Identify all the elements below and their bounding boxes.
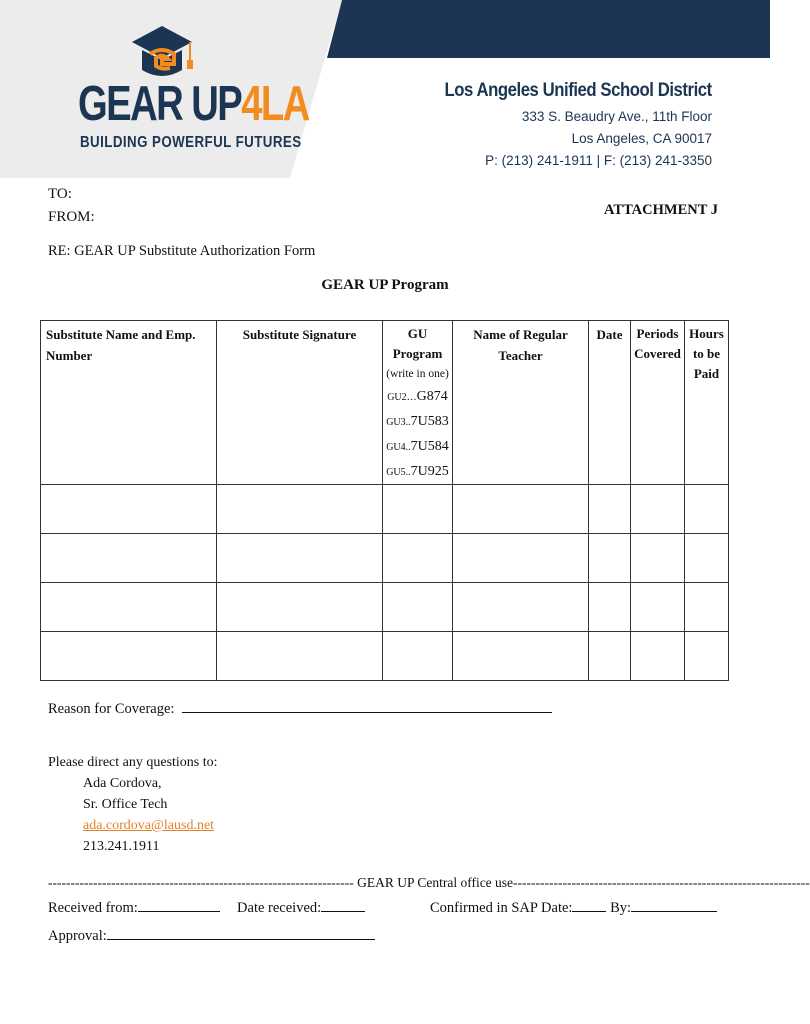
date-received-label: Date received: — [237, 900, 322, 916]
col-hours-paid — [685, 321, 729, 485]
cell-date[interactable] — [589, 485, 631, 534]
cell-substitute-signature[interactable] — [217, 534, 383, 583]
cell-date[interactable] — [589, 534, 631, 583]
cell-substitute-signature[interactable] — [217, 632, 383, 681]
table-row — [41, 534, 729, 583]
attachment-label: ATTACHMENT J — [604, 202, 718, 218]
district-name: Los Angeles Unified School District — [444, 80, 712, 101]
cell-substitute-name[interactable] — [41, 534, 217, 583]
office-use-divider: -------------------------------------------------------------------- GEAR UP Central office use------------------------------------------------------------------ — [48, 875, 810, 890]
col-regular-teacher: Name of Regular Teacher — [453, 321, 589, 485]
gu-option — [383, 384, 452, 409]
from-label: FROM: — [48, 209, 95, 225]
cell-regular-teacher[interactable] — [453, 632, 589, 681]
cell-substitute-name[interactable] — [41, 485, 217, 534]
cell-regular-teacher[interactable] — [453, 485, 589, 534]
contact-block — [48, 752, 218, 857]
cell-hours-paid[interactable] — [685, 534, 729, 583]
logo-name-accent: 4LA — [241, 77, 309, 131]
hours-header-line1: Hours — [689, 326, 724, 341]
gu-option-code: 7U925 — [410, 464, 449, 479]
table-row — [41, 485, 729, 534]
confirmed-row — [430, 898, 717, 917]
program-title: GEAR UP Program — [321, 277, 449, 293]
gu-header-note: (write in one) — [386, 368, 449, 380]
cell-regular-teacher[interactable] — [453, 583, 589, 632]
cell-substitute-signature[interactable] — [217, 583, 383, 632]
approval-row — [48, 926, 375, 945]
contact-intro: Please direct any questions to: — [48, 755, 218, 770]
cell-gu-program[interactable] — [383, 534, 453, 583]
cell-hours-paid[interactable] — [685, 632, 729, 681]
gu-option-prefix: GU3.. — [386, 417, 411, 428]
logo-name-dark: GEAR UP — [78, 77, 242, 131]
col-substitute-name: Substitute Name and Emp. Number — [41, 321, 217, 485]
hours-header-line3: Paid — [693, 366, 720, 381]
cell-gu-program[interactable] — [383, 583, 453, 632]
gu-option-code: 7U583 — [410, 414, 449, 429]
by-field[interactable] — [631, 898, 717, 912]
col-gu-program — [383, 321, 453, 485]
district-address-line1: 333 S. Beaudry Ave., 11th Floor — [521, 109, 712, 124]
table-row — [41, 583, 729, 632]
cell-periods-covered[interactable] — [631, 485, 685, 534]
gu-option-code: G874 — [416, 389, 448, 404]
district-info — [408, 80, 712, 168]
gu-option-prefix: GU4.. — [386, 442, 411, 453]
approval-label: Approval: — [48, 928, 107, 944]
gu-header-line1: GU — [407, 326, 428, 341]
received-from-label: Received from: — [48, 900, 138, 916]
cell-date[interactable] — [589, 632, 631, 681]
approval-field[interactable] — [107, 926, 375, 940]
periods-header-line1: Periods — [636, 326, 679, 341]
confirmed-date-field[interactable] — [572, 898, 606, 912]
col-substitute-signature: Substitute Signature — [217, 321, 383, 485]
hours-header-line2: to be — [692, 346, 721, 361]
cell-periods-covered[interactable] — [631, 583, 685, 632]
district-address-line2: Los Angeles, CA 90017 — [571, 131, 712, 146]
cell-hours-paid[interactable] — [685, 583, 729, 632]
col-date: Date — [589, 321, 631, 485]
cell-substitute-name[interactable] — [41, 632, 217, 681]
logo-wordmark — [78, 78, 309, 130]
gu-option — [383, 409, 452, 434]
cell-substitute-signature[interactable] — [217, 485, 383, 534]
header-navy-band — [327, 0, 770, 58]
gu-option-prefix: GU5.. — [386, 467, 411, 478]
cell-periods-covered[interactable] — [631, 534, 685, 583]
to-label: TO: — [48, 186, 72, 202]
reason-label: Reason for Coverage: — [48, 701, 175, 717]
cell-hours-paid[interactable] — [685, 485, 729, 534]
gu-option-prefix: GU2… — [387, 392, 417, 403]
confirmed-label: Confirmed in SAP Date: — [430, 900, 573, 916]
received-from-field[interactable] — [138, 898, 220, 912]
table-row — [41, 632, 729, 681]
district-phone: P: (213) 241-1911 | F: (213) 241-3350 — [485, 153, 712, 168]
col-periods-covered — [631, 321, 685, 485]
cell-periods-covered[interactable] — [631, 632, 685, 681]
reason-field[interactable] — [182, 698, 552, 713]
re-line: RE: GEAR UP Substitute Authorization Form — [48, 243, 316, 259]
table-header-row — [41, 321, 729, 485]
contact-name: Ada Cordova, — [83, 776, 162, 791]
contact-phone: 213.241.1911 — [83, 839, 160, 854]
cell-regular-teacher[interactable] — [453, 534, 589, 583]
received-row — [48, 898, 365, 917]
gu-header-line2: Program — [392, 346, 443, 361]
cell-date[interactable] — [589, 583, 631, 632]
cell-gu-program[interactable] — [383, 632, 453, 681]
cell-gu-program[interactable] — [383, 485, 453, 534]
gu-option-code: 7U584 — [410, 439, 449, 454]
date-received-field[interactable] — [321, 898, 365, 912]
contact-email-link[interactable]: ada.cordova@lausd.net — [83, 818, 215, 833]
contact-title: Sr. Office Tech — [83, 797, 168, 812]
cell-substitute-name[interactable] — [41, 583, 217, 632]
by-label: By: — [610, 900, 632, 916]
reason-for-coverage — [48, 698, 552, 718]
gu-option — [383, 434, 452, 459]
substitute-table — [40, 320, 729, 681]
logo-tagline: BUILDING POWERFUL FUTURES — [80, 134, 302, 151]
periods-header-line2: Covered — [634, 346, 681, 361]
gu-option — [383, 459, 452, 484]
